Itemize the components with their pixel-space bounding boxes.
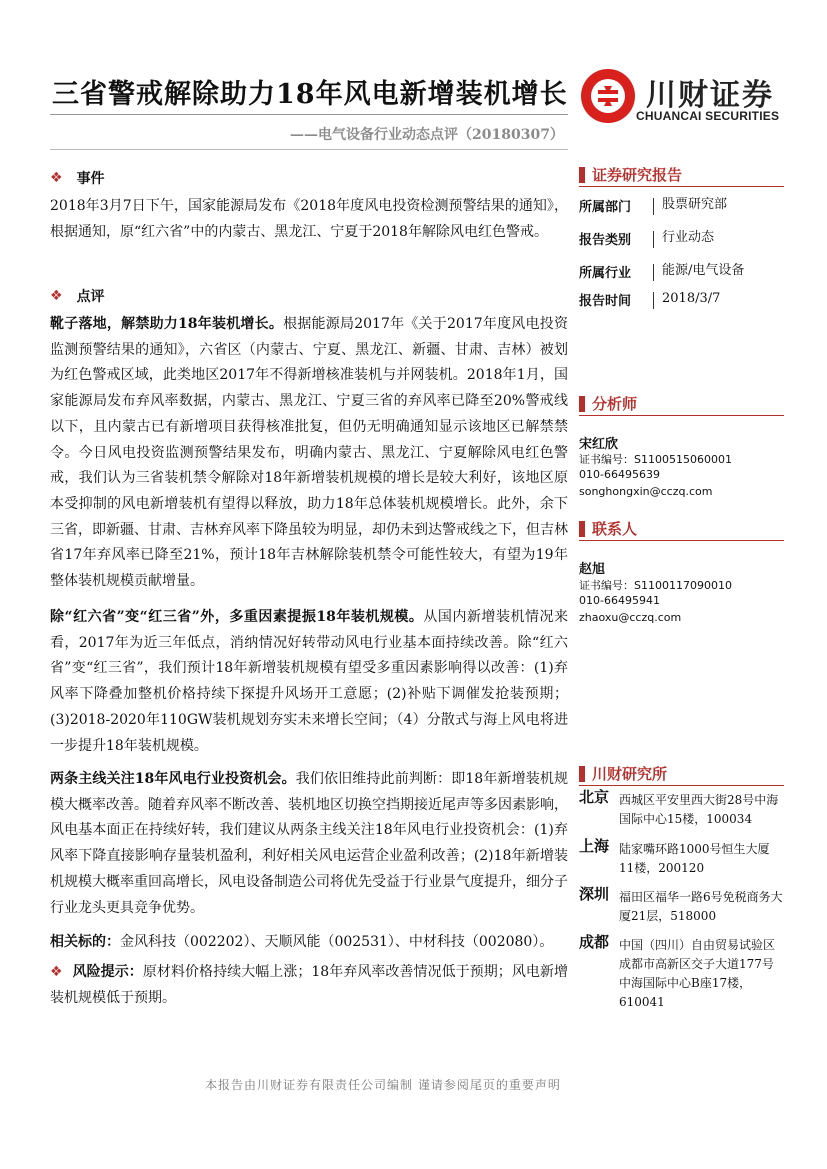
info-row-date: 报告时间 2018/3/7 [579, 291, 721, 309]
footer-disclaimer: 本报告由川财证券有限责任公司编制 谨请参阅尾页的重要声明 [205, 1078, 561, 1092]
sidebar-divider [579, 785, 784, 786]
comment-heading: ❖ 点评 [50, 288, 105, 305]
comment-paragraph-3: 两条主线关注18年风电行业投资机会。我们依旧维持此前判断：即18年新增装机规模大概率改善。随着弃风率不断改善、装机地区切换空挡期接近尾声等多因素影响，风电基本面正在持续好转，我们建议从两条主线关注18年风电行业投资机会：(1)弃风率下降直接影响存量装机盈利，利好相关风电运营企业盈利改善；(2)18年新增装机规模大概率重回高增长，风电设备制造公司将优先受益于行业景气度提升，细分子行业龙头更具竞争优势。 [50, 771, 568, 916]
logo-chinese-name: 川财证券 [646, 78, 774, 113]
red-marker-icon [579, 167, 585, 183]
office-city-shanghai: 上海 [579, 837, 610, 855]
info-row-department: 所属部门 股票研究部 [579, 197, 728, 215]
info-row-category: 报告类别 行业动态 [579, 230, 715, 248]
related-targets: 相关标的：金风科技（002202）、天顺风能（002531）、中材科技（002080）。 [50, 934, 554, 950]
report-title: 三省警戒解除助力18年风电新增装机增长 [52, 79, 568, 110]
sidebar-divider [579, 415, 784, 416]
diamond-bullet-icon: ❖ [50, 288, 63, 304]
report-type-heading: 证券研究报告 [579, 164, 682, 185]
office-address-shenzhen: 福田区福华一路6号免税商务大厦21层，518000 [619, 890, 783, 923]
title-divider [50, 114, 568, 115]
header-divider [50, 149, 568, 150]
analyst-phone: 010-66495639 [579, 468, 660, 481]
analyst-heading: 分析师 [579, 393, 637, 414]
comment-paragraph-1: 靴子落地，解禁助力18年装机增长。根据能源局2017年《关于2017年度风电投资监测预警结果的通知》，六省区（内蒙古、宁夏、黑龙江、新疆、甘肃、吉林）被划为红色警戒区域，此类地区2017年不得新增核准装机与并网装机。2018年1月，国家能源局发布弃风率数据，内蒙古、黑龙江、宁夏三省的弃风率已降至20%警戒线以下，且内蒙古已有新增项目获得核准批复，但仍无明确通知显示该地区已解禁禁令。今日风电投资监测预警结果发布，明确内蒙古、黑龙江、宁夏解除风电红色警戒，我们认为三省装机禁令解除对18年新增装机规模的增长是较大利好，该地区原本受抑制的风电新增装机有望得以释放，助力18年总体装机规模增长。此外，余下三省，即新疆、甘肃、吉林弃风率下降虽较为明显，却仍未到达警戒线之下，但吉林省17年弃风率已降至21%，预计18年吉林解除装机禁令可能性较大，有望为19年整体装机规模贡献增量。 [50, 316, 568, 590]
office-city-shenzhen: 深圳 [579, 885, 610, 903]
comment-paragraph-2: 除“红六省”变“红三省”外，多重因素提振18年装机规模。从国内新增装机情况来看，2017年为近三年低点，消纳情况好转带动风电行业基本面持续改善。除“红六省”变“红三省”，我们预计18年新增装机规模有望受多重因素影响得以改善：(1)弃风率下降叠加整机价格持续下探提升风场开工意愿；(2)补贴下调催发抢装预期；(3)2018-2020年110GW装机规划夯实未来增长空间；（4）分散式与海上风电将进一步提升18年装机规模。 [50, 609, 568, 754]
institute-heading: 川财研究所 [579, 763, 667, 784]
analyst-cert: 证书编号：S1100515060001 [579, 453, 732, 466]
contact-phone: 010-66495941 [579, 594, 660, 607]
red-marker-icon [579, 396, 585, 412]
diamond-bullet-icon: ❖ [50, 170, 63, 186]
sidebar-divider [579, 186, 784, 187]
red-marker-icon [579, 766, 585, 782]
chuancai-logo-icon [580, 68, 636, 124]
office-address-beijing: 西城区平安里西大街28号中海国际中心15楼，100034 [619, 793, 779, 826]
contact-cert: 证书编号：S1100117090010 [579, 579, 732, 592]
diamond-bullet-icon: ❖ [50, 964, 63, 980]
analyst-email[interactable]: songhongxin@cczq.com [579, 485, 713, 498]
sidebar-divider [579, 540, 784, 541]
logo-english-name: CHUANCAI SECURITIES [636, 109, 780, 123]
contact-email[interactable]: zhaoxu@cczq.com [579, 611, 682, 624]
risk-warning: ❖ 风险提示：原材料价格持续大幅上涨；18年弃风率改善情况低于预期；风电新增装机规模低于预期。 [50, 964, 568, 1006]
contact-name: 赵旭 [579, 562, 606, 577]
office-address-shanghai: 陆家嘴环路1000号恒生大厦11楼，200120 [619, 842, 770, 875]
office-address-chengdu: 中国（四川）自由贸易试验区成都市高新区交子大道177号中海国际中心B座17楼，610041 [619, 938, 776, 1009]
report-subtitle: ——电气设备行业动态点评（20180307） [290, 127, 564, 143]
office-city-beijing: 北京 [579, 788, 610, 806]
analyst-name: 宋红欣 [579, 437, 619, 452]
info-row-industry: 所属行业 能源/电气设备 [579, 263, 745, 281]
event-paragraph: 2018年3月7日下午，国家能源局发布《2018年度风电投资检测预警结果的通知》，根据通知，原“红六省”中的内蒙古、黑龙江、宁夏于2018年解除风电红色警戒。 [50, 198, 568, 240]
office-city-chengdu: 成都 [579, 933, 610, 951]
red-marker-icon [579, 521, 585, 537]
event-heading: ❖ 事件 [50, 170, 105, 187]
contact-heading: 联系人 [579, 518, 637, 539]
